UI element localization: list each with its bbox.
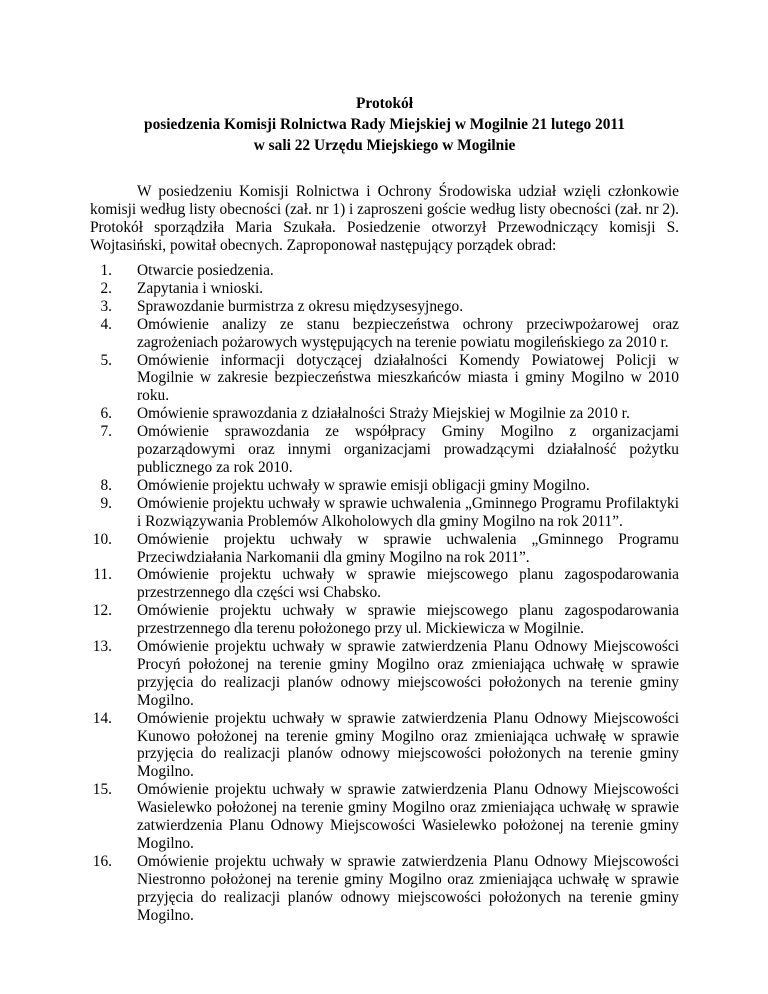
- agenda-item-text: Omówienie projektu uchwały w sprawie uchwalenia „Gminnego Programu Profilaktyki i Rozwiązywania Problemów Alkoholowych dla gminy Mogilno na rok 2011”.: [137, 494, 679, 530]
- agenda-item: [90, 781, 679, 853]
- agenda-item-text: Sprawozdanie burmistrza z okresu międzysesyjnego.: [137, 297, 464, 315]
- agenda-item-number: 8.: [100, 476, 112, 494]
- agenda-item-text: Omówienie projektu uchwały w sprawie zatwierdzenia Planu Odnowy Miejscowości Niestronno położonej na terenie gminy Mogilno oraz zmieniająca uchwałę w sprawie przyjęcia do realizacji planów odnowy miejscowości położonych na terenie gminy Mogilno.: [137, 852, 679, 924]
- agenda-item-number: 10.: [92, 530, 112, 548]
- document-subtitle: posiedzenia Komisji Rolnictwa Rady Miejskiej w Mogilnie 21 lutego 2011: [144, 116, 625, 133]
- agenda-item-number: 4.: [100, 315, 112, 333]
- agenda-item: [90, 280, 679, 298]
- agenda-item-number: 5.: [100, 351, 112, 369]
- agenda-item-number: 7.: [100, 423, 112, 441]
- agenda-item-text: Omówienie projektu uchwały w sprawie emisji obligacji gminy Mogilno.: [137, 476, 590, 494]
- agenda-item-text: Omówienie projektu uchwały w sprawie uchwalenia „Gminnego Programu Przeciwdziałania Narkomanii dla gminy Mogilno na rok 2011”.: [137, 530, 679, 566]
- agenda-item: [90, 495, 679, 531]
- agenda-item: [90, 262, 679, 280]
- agenda-item-text: Omówienie sprawozdania z działalności Straży Miejskiej w Mogilnie za 2010 r.: [137, 405, 630, 423]
- document-title: Protokół: [355, 95, 413, 112]
- agenda-item: [90, 298, 679, 316]
- document-header: [90, 93, 679, 156]
- agenda-item-text: Omówienie projektu uchwały w sprawie miejscowego planu zagospodarowania przestrzennego dla części wsi Chabsko.: [137, 566, 679, 602]
- agenda-item: [90, 531, 679, 567]
- agenda-item-number: 3.: [100, 297, 112, 315]
- agenda-item: [90, 566, 679, 602]
- agenda-item: [90, 602, 679, 638]
- agenda-item: [90, 853, 679, 925]
- agenda-item: [90, 423, 679, 477]
- agenda-item-number: 1.: [100, 262, 112, 279]
- intro-paragraph: W posiedzeniu Komisji Rolnictwa i Ochrony Środowiska udział wzięli członkowie komisji według listy obecności (zał. nr 1) i zaproszeni goście według listy obecności (zał. nr 2). Protokół sporządziła Maria Szukała. Posiedzenie otworzył Przewodniczący komisji S. Wojtasiński, powitał obecnych. Zaproponował następujący porządek obrad:: [90, 183, 679, 254]
- agenda-item: [90, 477, 679, 495]
- agenda-item-text: Zapytania i wnioski.: [137, 279, 264, 297]
- document-location: w sali 22 Urzędu Miejskiego w Mogilnie: [253, 137, 516, 154]
- agenda-item-number: 14.: [92, 709, 112, 727]
- agenda-list: [90, 262, 679, 925]
- agenda-item-text: Omówienie analizy ze stanu bezpieczeństwa ochrony przeciwpożarowej oraz zagrożeniach pożarowych występujących na terenie powiatu mogileńskiego za 2010 r.: [137, 315, 679, 351]
- agenda-item-number: 13.: [92, 638, 112, 656]
- agenda-item-text: Omówienie sprawozdania ze współpracy Gminy Mogilno z organizacjami pozarządowymi oraz innymi organizacjami prowadzącymi działalność pożytku publicznego za rok 2010.: [137, 423, 679, 476]
- agenda-item-number: 11.: [93, 566, 112, 584]
- agenda-item-number: 9.: [100, 494, 112, 512]
- agenda-item-text: Omówienie projektu uchwały w sprawie zatwierdzenia Planu Odnowy Miejscowości Wasielewko położonej na terenie gminy Mogilno oraz zmieniająca uchwałę w sprawie zatwierdzenia Planu Odnowy Miejscowości Wasielewko położonej na terenie gminy Mogilno.: [137, 781, 679, 852]
- agenda-item: [90, 352, 679, 406]
- agenda-item-number: 12.: [92, 602, 112, 620]
- agenda-item-text: Omówienie projektu uchwały w sprawie zatwierdzenia Planu Odnowy Miejscowości Procyń położonej na terenie gminy Mogilno oraz zmieniająca uchwałę w sprawie przyjęcia do realizacji planów odnowy miejscowości położonych na terenie gminy Mogilno.: [137, 638, 679, 709]
- agenda-item: [90, 638, 679, 710]
- agenda-item: [90, 710, 679, 782]
- agenda-item-number: 15.: [92, 781, 112, 799]
- agenda-item-number: 16.: [92, 852, 112, 870]
- agenda-item-text: Otwarcie posiedzenia.: [137, 262, 274, 279]
- agenda-item: [90, 316, 679, 352]
- agenda-item-text: Omówienie projektu uchwały w sprawie miejscowego planu zagospodarowania przestrzennego dla terenu położonego przy ul. Mickiewicza w Mogilnie.: [137, 602, 679, 638]
- agenda-item-number: 6.: [100, 405, 112, 423]
- agenda-item-number: 2.: [100, 279, 112, 297]
- agenda-item: [90, 405, 679, 423]
- agenda-item-text: Omówienie projektu uchwały w sprawie zatwierdzenia Planu Odnowy Miejscowości Kunowo położonej na terenie gminy Mogilno oraz zmieniająca uchwałę w sprawie przyjęcia do realizacji planów odnowy miejscowości położonych na terenie gminy Mogilno.: [137, 709, 679, 781]
- agenda-item-text: Omówienie informacji dotyczącej działalności Komendy Powiatowej Policji w Mogilnie w zakresie bezpieczeństwa mieszkańców miasta i gminy Mogilno w 2010 roku.: [137, 351, 679, 405]
